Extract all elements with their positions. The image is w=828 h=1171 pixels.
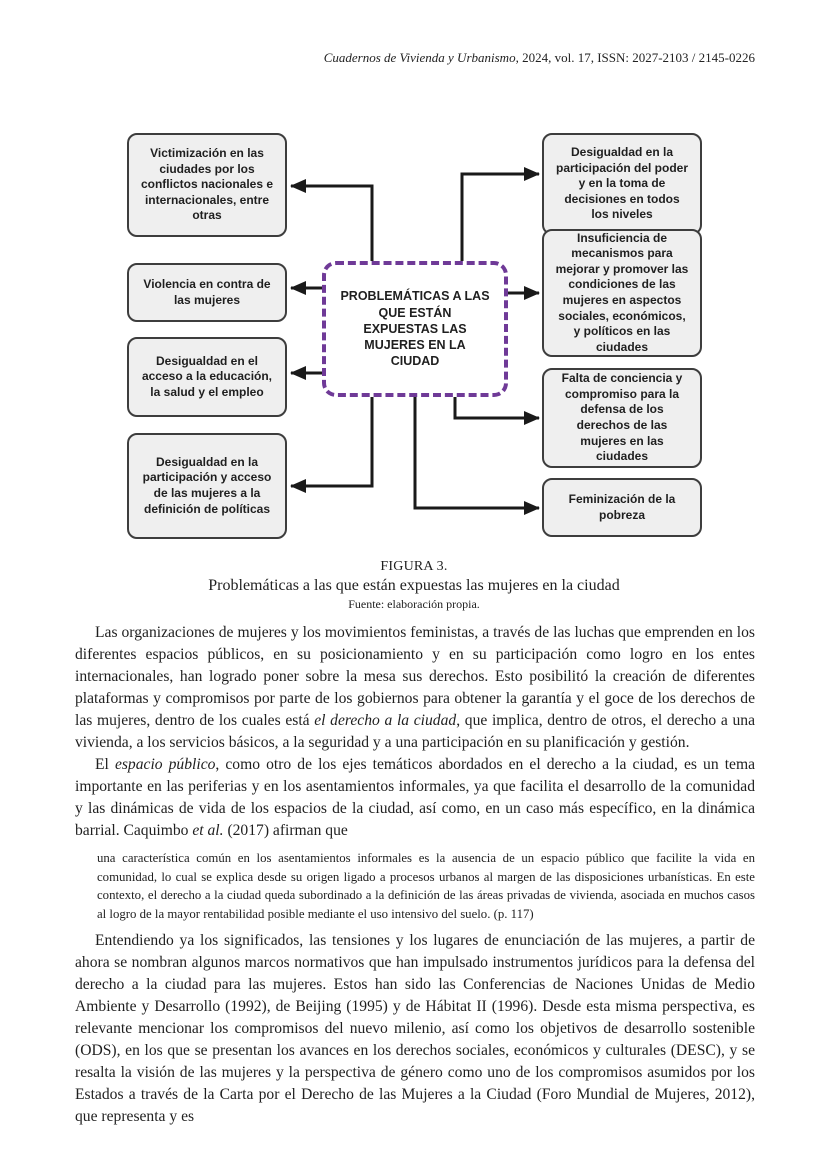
figure-caption: [0, 559, 828, 612]
diagram-box-insuficiencia-mecanismos: Insuficiencia de mecanismos para mejorar y promover las condiciones de las mujeres en aspectos sociales, económicos, y políticos en las ciudades: [542, 229, 702, 357]
paragraph-2-text: El: [95, 756, 115, 773]
diagram-box-desigualdad-participacion: Desigualdad en la participación y acceso de las mujeres a la definición de políticas: [127, 433, 287, 539]
paragraph-1-text-end: , que implica, dentro de otros, el derecho a una vivienda, a los servicios básicos, a la seguridad y a una participación en su planificación y gestión.: [75, 712, 755, 751]
diagram-box-victimizacion: Victimización en las ciudades por los conflictos nacionales e internacionales, entre otras: [127, 133, 287, 237]
paragraph-3: Entendiendo ya los significados, las tensiones y los lugares de enunciación de las mujeres, a partir de ahora se nombran algunos marcos normativos que han impulsado instrumentos jurídicos para la defensa del derecho a la ciudad para las mujeres. Estos han sido las Conferencias de Naciones Unidas de Medio Ambiente y Desarrollo (1992), de Beijing (1995) y de Hábitat II (1996). Desde esta misma perspectiva, es relevante mencionar los compromisos del nuevo milenio, así como los objetivos de desarrollo sostenible (ODS), en los que se presentan los avances en los derechos sociales, económicos y culturales (DESC), y se resalta la visión de las mujeres y la perspectiva de género como uno de los compromisos asumidos por los Estados a través de la Carta por el Derecho de las Mujeres a la Ciudad (Foro Mundial de Mujeres, 2012), que representa y es: [75, 932, 755, 1125]
diagram-box-violencia: Violencia en contra de las mujeres: [127, 263, 287, 322]
paragraph-2-text-mid: , como otro de los ejes temáticos abordados en el derecho a la ciudad, es un tema importante en las periferias y en los asentamientos informales, ya que facilita el desarrollo de la comunidad y las dinámicas de vida de los espacios de la ciudad, así como, en un caso más específico, en la dinámica barrial. Caquimbo: [75, 756, 756, 839]
journal-meta: , 2024, vol. 17, ISSN: 2027-2103 / 2145-0226: [515, 50, 755, 65]
block-quote: una característica común en los asentamientos informales es la ausencia de un espacio público que facilite la vida en comunidad, lo cual se explica desde su origen ligado a procesos urbanos al margen de las disposiciones urbanísticas. En este contexto, el derecho a la ciudad queda subordinado a la definición de las áreas privadas de vivienda, asociada en muchos casos al logro de la mayor rentabilidad posible mediante el uso intensivo del suelo. (p. 117): [97, 851, 755, 921]
figure-label: FIGURA 3.: [380, 559, 448, 574]
figure-source: Fuente: elaboración propia.: [348, 597, 480, 611]
paragraph-1-text: Las organizaciones de mujeres y los movimientos feministas, a través de las luchas que emprenden en los diferentes espacios públicos, en su posicionamiento y en su participación como logro en los entes internacionales, han logrado poner sobre la mesa sus derechos. Esto posibilitó la creación de diferentes plataformas y compromisos por parte de los gobiernos para obtener la garantía y el goce de los derechos de las mujeres, dentro de los cuales está: [75, 624, 755, 729]
paragraph-1-italic: el derecho a la ciudad: [314, 712, 457, 729]
journal-title: Cuadernos de Vivienda y Urbanismo: [323, 50, 516, 65]
figure-title: Problemáticas a las que están expuestas las mujeres en la ciudad: [208, 577, 620, 594]
diagram-box-desigualdad-acceso: Desigualdad en el acceso a la educación, la salud y el empleo: [127, 337, 287, 417]
article-body: [75, 622, 755, 1128]
figure-3-diagram: [110, 126, 730, 551]
paragraph-2: [75, 754, 755, 842]
journal-header: [0, 0, 828, 66]
diagram-box-desigualdad-poder: Desigualdad en la participación del poder y en la toma de decisiones en todos los niveles: [542, 133, 702, 235]
diagram-box-feminizacion-pobreza: Feminización de la pobreza: [542, 478, 702, 537]
paragraph-2-italic-1: espacio público: [114, 756, 216, 773]
paragraph-1: [75, 622, 755, 754]
paragraph-2-italic-2: et al.: [192, 822, 224, 839]
diagram-box-falta-conciencia: Falta de conciencia y compromiso para la defensa de los derechos de las mujeres en las ciudades: [542, 368, 702, 468]
paragraph-2-text-end: (2017) afirman que: [223, 822, 348, 839]
diagram-center-box: PROBLEMÁTICAS A LAS QUE ESTÁN EXPUESTAS LAS MUJERES EN LA CIUDAD: [322, 261, 508, 397]
